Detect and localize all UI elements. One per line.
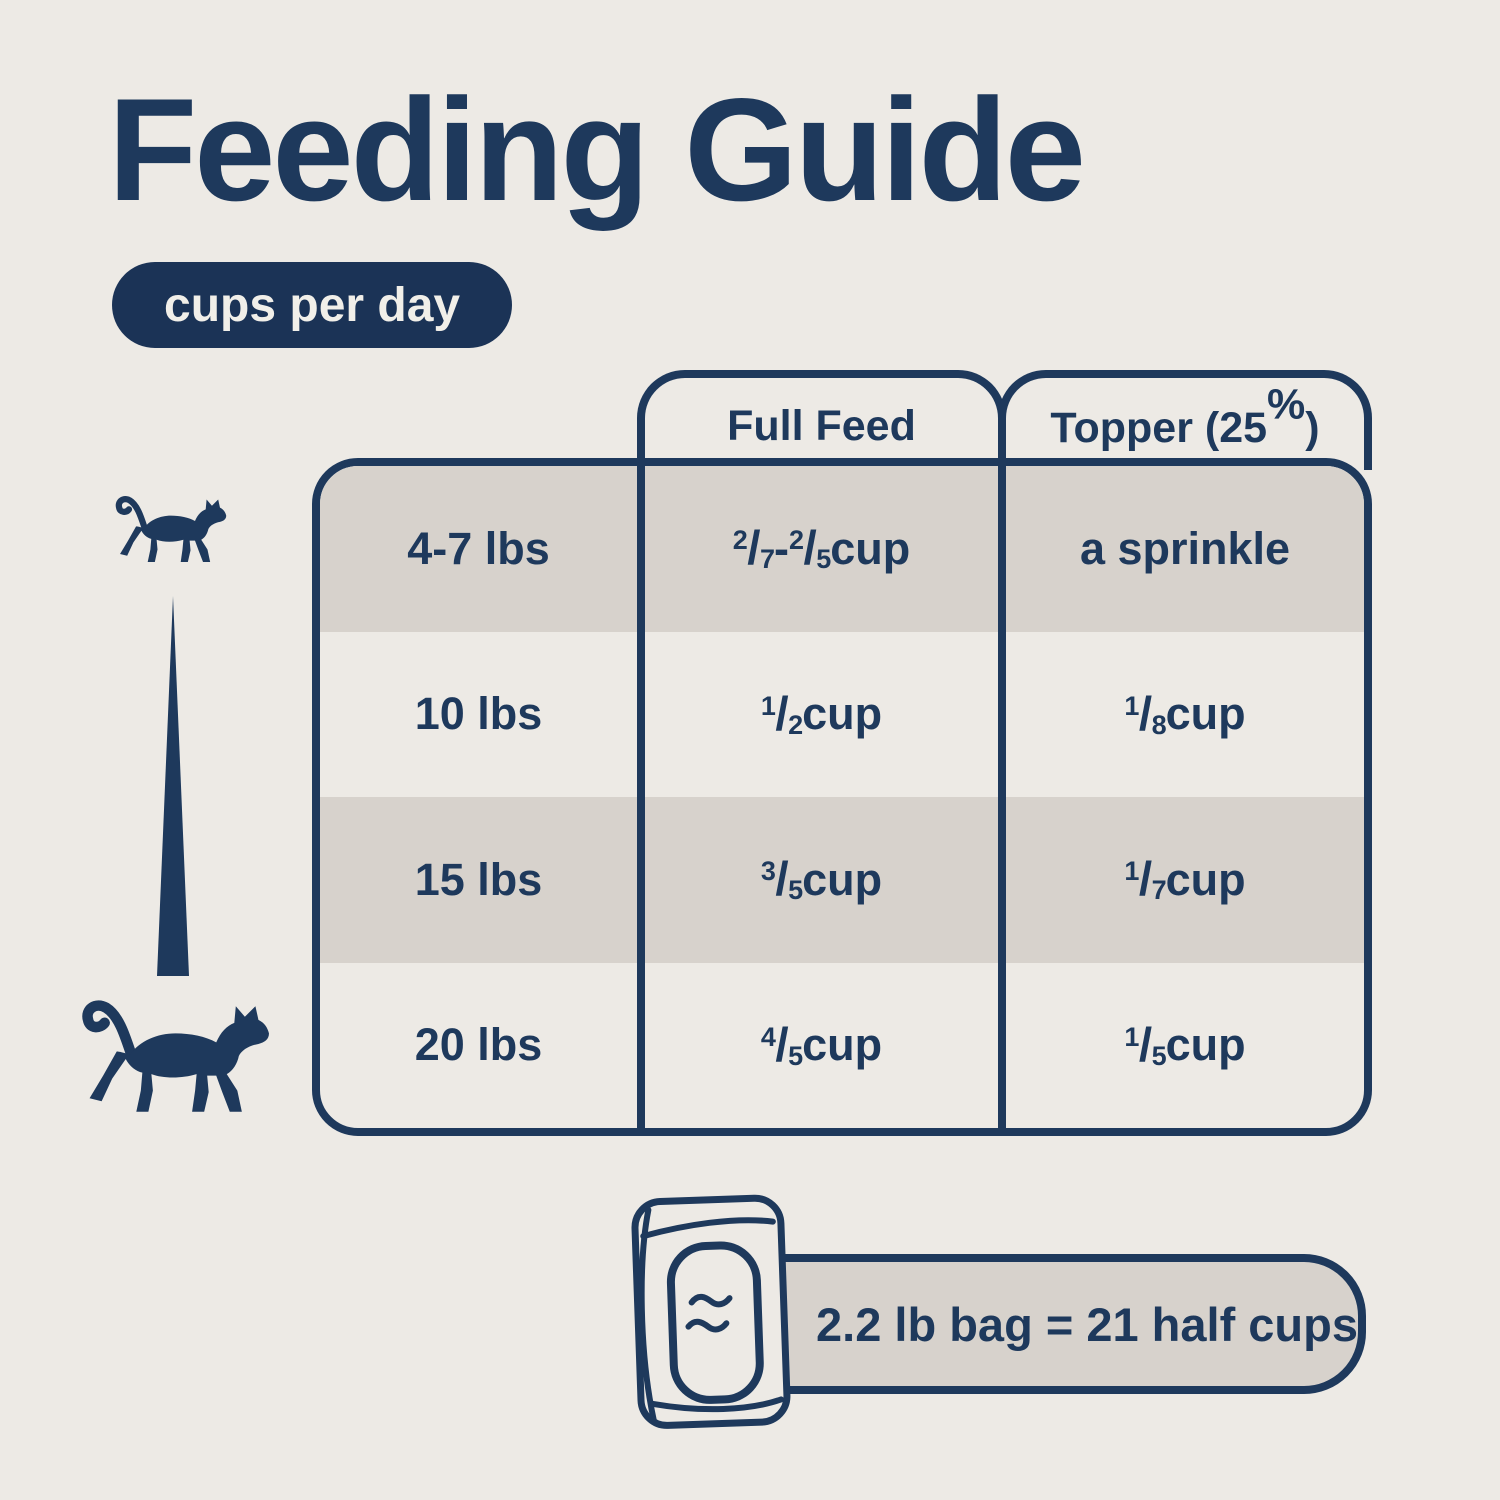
full-feed-cell: 4/5 cup xyxy=(760,1018,883,1072)
size-taper-line xyxy=(156,596,190,976)
weight-cell: 15 lbs xyxy=(414,853,543,905)
column-header-full-feed-label: Full Feed xyxy=(727,401,916,450)
topper-cell: 1/7 cup xyxy=(1124,853,1246,907)
column-divider xyxy=(998,963,1006,1129)
column-divider xyxy=(998,466,1006,632)
full-feed-cell: 1/2 cup xyxy=(760,687,883,741)
table-row xyxy=(320,632,1364,798)
topper-cell: a sprinkle xyxy=(1079,522,1291,574)
cups-per-day-badge xyxy=(112,262,512,348)
table-row xyxy=(320,466,1364,632)
column-header-full-feed xyxy=(637,370,1006,470)
column-divider xyxy=(998,797,1006,963)
weight-cell: 20 lbs xyxy=(414,1019,543,1071)
bag-yield-text: 2.2 lb bag = 21 half cups xyxy=(816,1297,1358,1351)
column-divider xyxy=(637,466,645,632)
page-title: Feeding Guide xyxy=(108,68,1083,231)
column-header-topper xyxy=(998,370,1372,470)
food-bag-icon xyxy=(602,1185,811,1442)
large-cat-icon xyxy=(76,986,272,1126)
full-feed-cell: 3/5 cup xyxy=(760,853,883,907)
feeding-table xyxy=(312,370,1372,1136)
column-divider xyxy=(637,963,645,1129)
column-divider xyxy=(637,632,645,798)
feeding-table-body xyxy=(312,458,1372,1136)
column-divider xyxy=(637,797,645,963)
table-row xyxy=(320,797,1364,963)
column-header-topper-label: Topper (25%) xyxy=(1050,379,1320,452)
weight-cell: 4-7 lbs xyxy=(407,522,550,574)
table-row xyxy=(320,963,1364,1129)
cups-per-day-badge-label: cups per day xyxy=(164,278,461,332)
column-divider xyxy=(998,632,1006,798)
small-cat-icon xyxy=(112,488,228,570)
topper-cell: 1/8 cup xyxy=(1124,687,1246,741)
topper-cell: 1/5 cup xyxy=(1124,1018,1246,1072)
weight-cell: 10 lbs xyxy=(414,688,543,740)
full-feed-cell: 2/7 - 2/5 cup xyxy=(732,522,911,576)
